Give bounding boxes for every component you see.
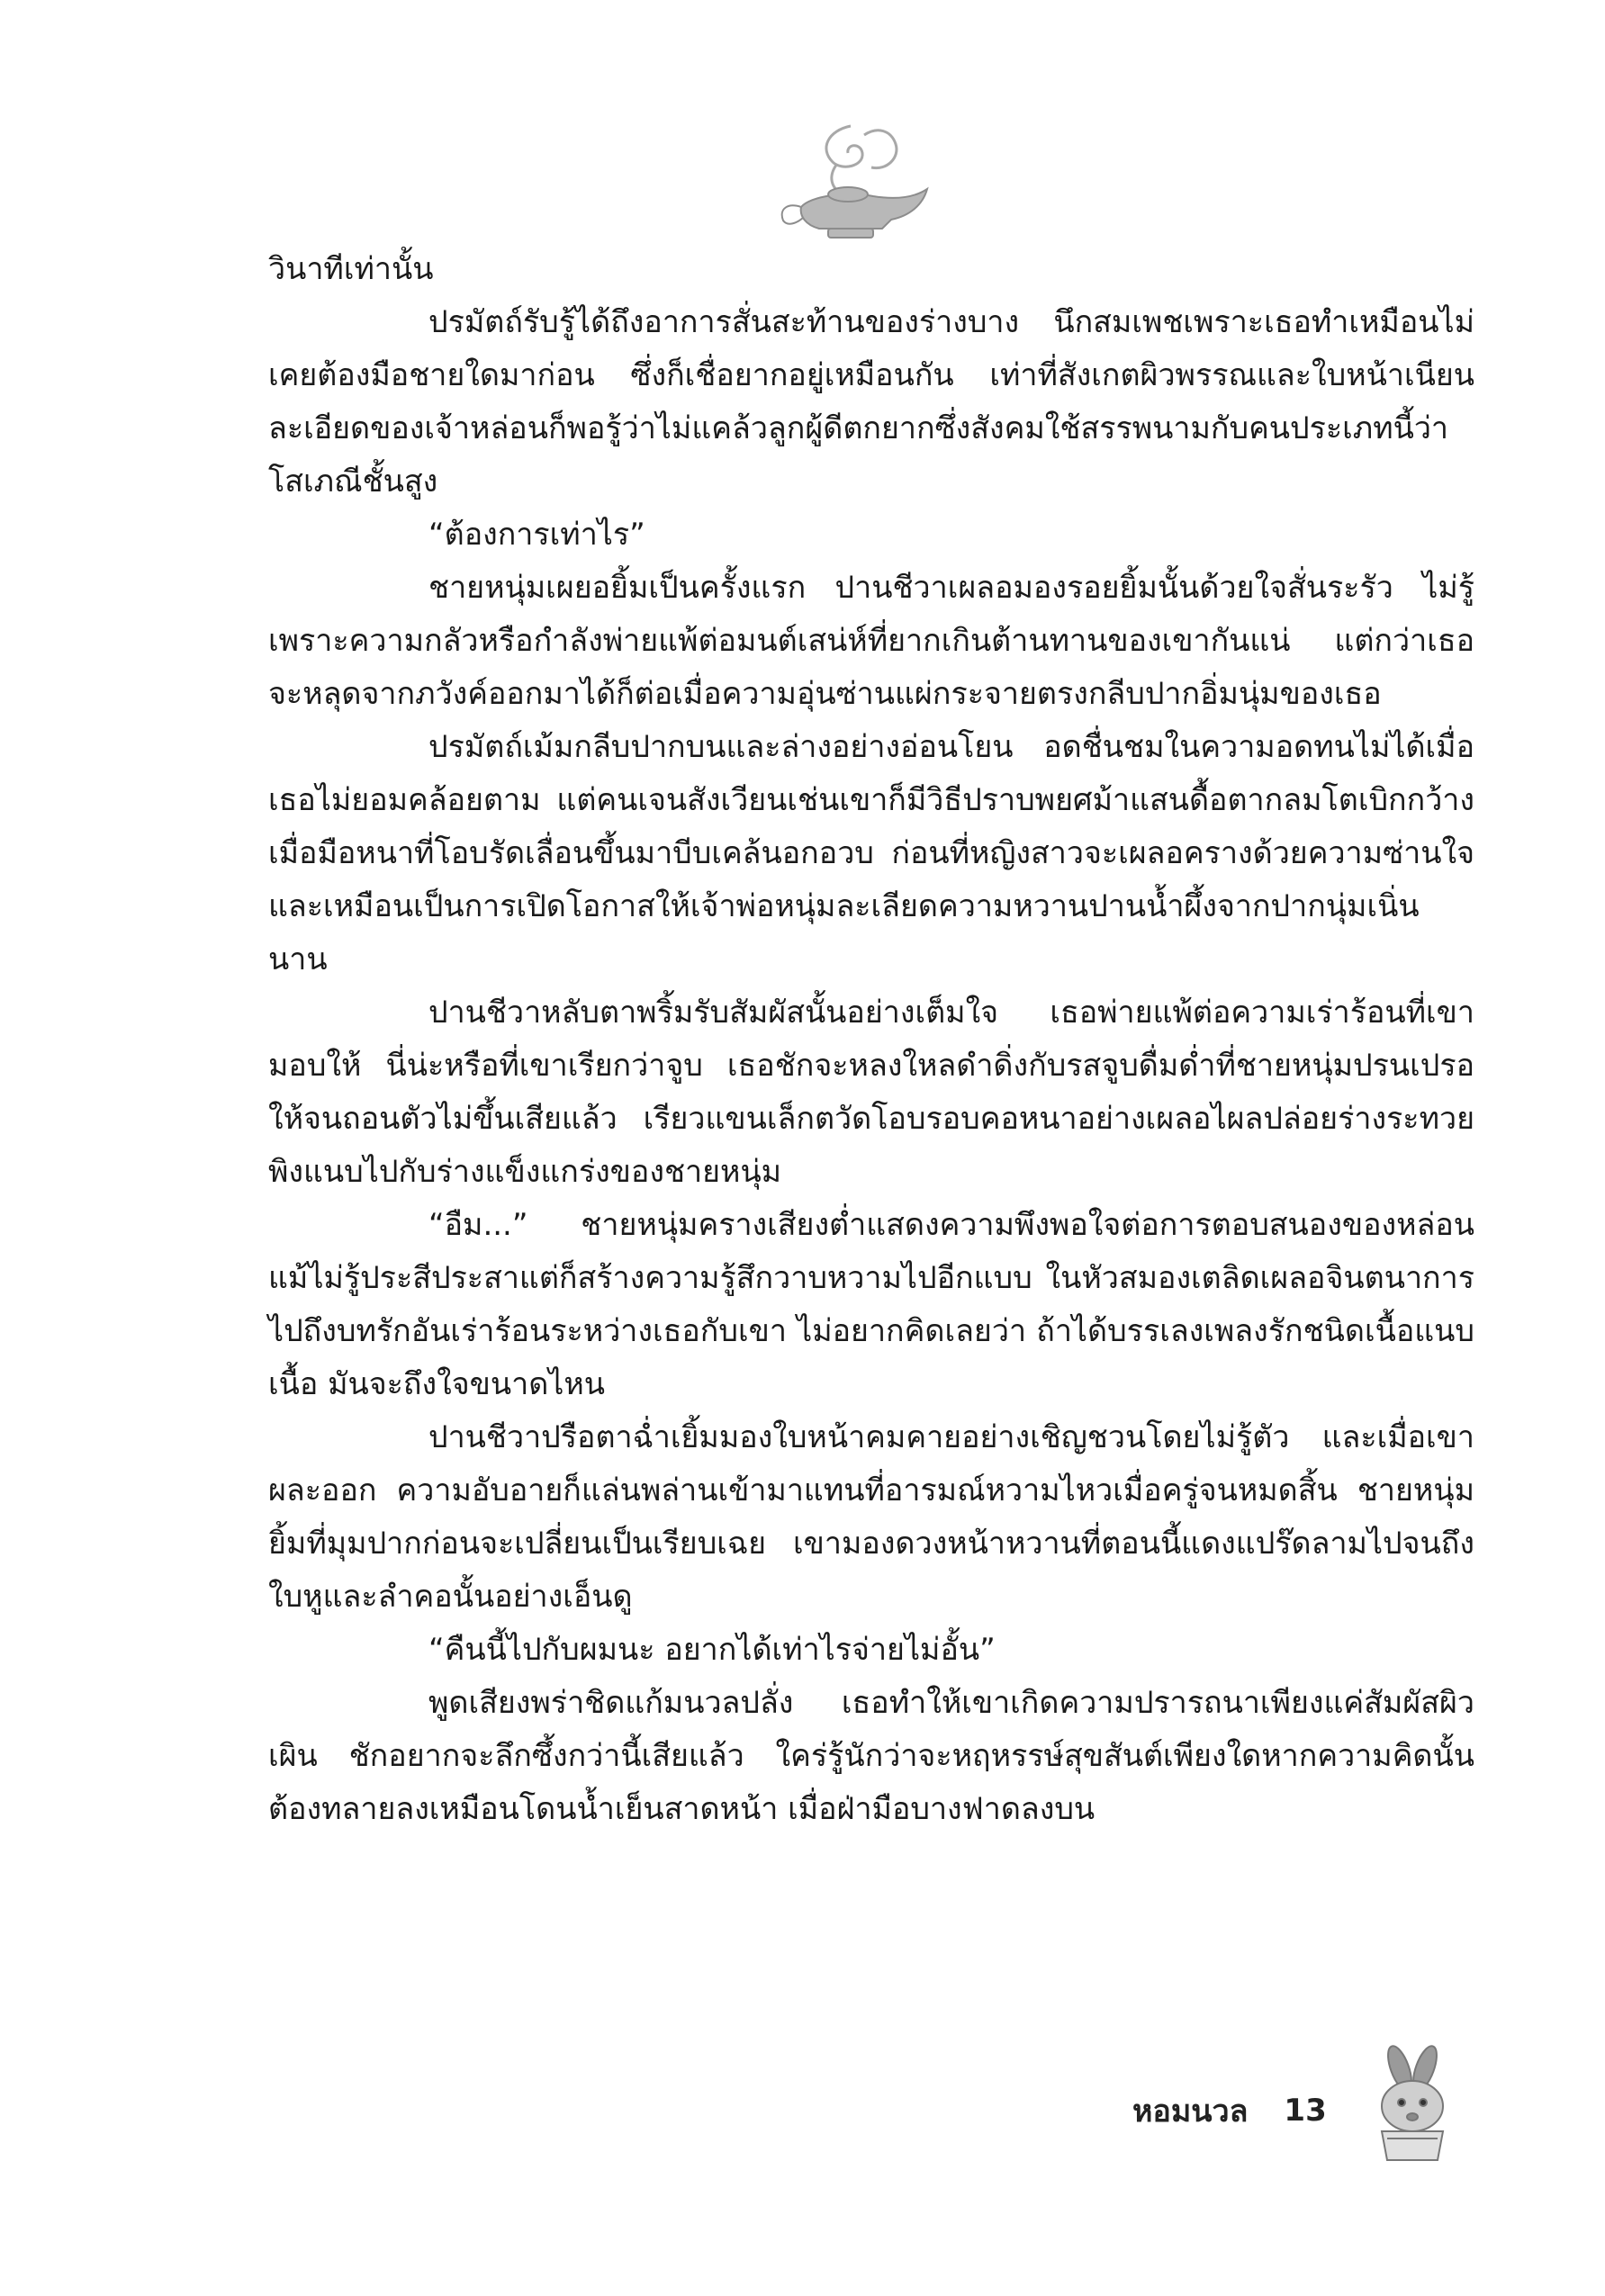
page-footer <box>1132 2084 1327 2138</box>
rabbit-icon <box>1355 2041 1463 2167</box>
page-number: 13 <box>1284 2093 1327 2129</box>
paragraph: ปรมัตถ์รับรู้ได้ถึงอาการสั่นสะท้านของร่างบาง นึกสมเพชเพราะเธอทำเหมือนไม่เคยต้องมือชายใดมาก่อน ซึ่งก็เชื่อยากอยู่เหมือนกัน เท่าที่สังเกตผิวพรรณและใบหน้าเนียนละเอียดของเจ้าหล่อนก็พอรู้ว่าไม่แคล้วลูกผู้ดีตกยากซึ่งสังคมใช้สรรพนามกับคนประเภทนี้ว่าโสเภณีชั้นสูง <box>268 304 1474 500</box>
paragraph: “ต้องการเท่าไร” <box>428 517 645 553</box>
paragraph: ชายหนุ่มเผยอยิ้มเป็นครั้งแรก ปานชีวาเผลอมองรอยยิ้มนั้นด้วยใจสั่นระรัว ไม่รู้เพราะความกลัวหรือกำลังพ่ายแพ้ต่อมนต์เสน่ห์ที่ยากเกินต้านทานของเขากันแน่ แต่กว่าเธอจะหลุดจากภวังค์ออกมาได้ก็ต่อเมื่อความอุ่นซ่านแผ่กระจายตรงกลีบปากอิ่มนุ่มของเธอ <box>268 570 1474 712</box>
book-title: หอมนวล <box>1132 2093 1249 2129</box>
paragraph: ปรมัตถ์เม้มกลีบปากบนและล่างอย่างอ่อนโยน อดชื่นชมในความอดทนไม่ได้เมื่อเธอไม่ยอมคล้อยตาม แต่คนเจนสังเวียนเช่นเขาก็มีวิธีปราบพยศม้าแสนดื้อตากลมโตเบิกกว้างเมื่อมือหนาที่โอบรัดเลื่อนขึ้นมาบีบเคล้นอกอวบ ก่อนที่หญิงสาวจะเผลอครางด้วยความซ่านใจ และเหมือนเป็นการเปิดโอกาสให้เจ้าพ่อหนุ่มละเลียดความหวานปานน้ำผึ้งจากปากนุ่มเนิ่นนาน <box>268 729 1474 977</box>
lamp-genie-icon <box>765 108 936 252</box>
body-text <box>268 243 1474 1836</box>
paragraph: “คืนนี้ไปกับผมนะ อยากได้เท่าไรจ่ายไม่อั้น” <box>428 1632 996 1668</box>
paragraph: พูดเสียงพร่าชิดแก้มนวลปลั่ง เธอทำให้เขาเกิดความปรารถนาเพียงแค่สัมผัสผิวเผิน ชักอยากจะลึกซึ้งกว่านี้เสียแล้ว ใคร่รู้นักว่าจะหฤหรรษ์สุขสันต์เพียงใดหากความคิดนั้นต้องทลายลงเหมือนโดนน้ำเย็นสาดหน้า เมื่อฝ่ามือบางฟาดลงบน <box>268 1685 1474 1827</box>
paragraph: ปานชีวาปรือตาฉ่ำเยิ้มมองใบหน้าคมคายอย่างเชิญชวนโดยไม่รู้ตัว และเมื่อเขาผละออก ความอับอายก็แล่นพล่านเข้ามาแทนที่อารมณ์หวามไหวเมื่อครู่จนหมดสิ้น ชายหนุ่มยิ้มที่มุมปากก่อนจะเปลี่ยนเป็นเรียบเฉย เขามองดวงหน้าหวานที่ตอนนี้แดงแปร๊ดลามไปจนถึงใบหูและลำคอนั้นอย่างเอ็นดู <box>268 1419 1474 1615</box>
paragraph: วินาทีเท่านั้น <box>268 251 434 287</box>
paragraph: ปานชีวาหลับตาพริ้มรับสัมผัสนั้นอย่างเต็มใจ เธอพ่ายแพ้ต่อความเร่าร้อนที่เขามอบให้ นี่น่ะหรือที่เขาเรียกว่าจูบ เธอชักจะหลงใหลดำดิ่งกับรสจูบดื่มด่ำที่ชายหนุ่มปรนเปรอให้จนถอนตัวไม่ขึ้นเสียแล้ว เรียวแขนเล็กตวัดโอบรอบคอหนาอย่างเผลอไผลปล่อยร่างระทวยพิงแนบไปกับร่างแข็งแกร่งของชายหนุ่ม <box>268 995 1474 1190</box>
paragraph: “อืม...” ชายหนุ่มครางเสียงต่ำแสดงความพึงพอใจต่อการตอบสนองของหล่อน แม้ไม่รู้ประสีประสาแต่ก็สร้างความรู้สึกวาบหวามไปอีกแบบ ในหัวสมองเตลิดเผลอจินตนาการไปถึงบทรักอันเร่าร้อนระหว่างเธอกับเขา ไม่อยากคิดเลยว่า ถ้าได้บรรเลงเพลงรักชนิดเนื้อแนบเนื้อ มันจะถึงใจขนาดไหน <box>268 1207 1474 1402</box>
